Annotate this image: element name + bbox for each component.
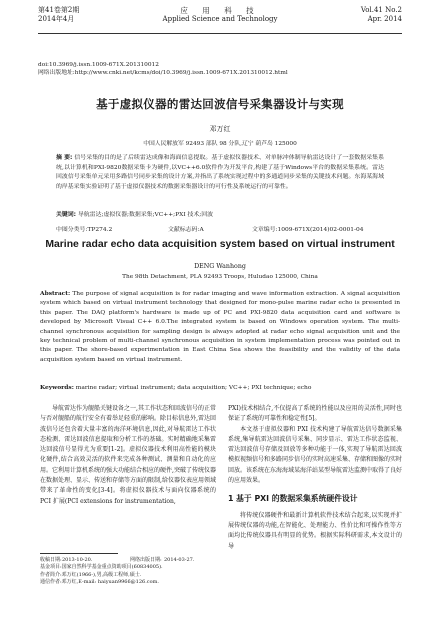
- doi-block: [38, 61, 288, 77]
- abstract-en-label: Abstract:: [40, 290, 71, 297]
- doi-line: doi:10.3969/j.issn.1009-671X.201310012: [38, 62, 159, 68]
- header-vol-issue-cn: 第41卷第2期: [38, 6, 80, 14]
- author-en: DENG Wanhong: [194, 263, 246, 270]
- footnote-bio: 作者简介:邓万红(1966-),男,高级工程师,硕士.: [40, 571, 142, 578]
- article-number: 文章编号:1009-671X(2014)02-0001-04: [252, 227, 364, 233]
- keywords-cn-label: 关键词:: [56, 212, 77, 218]
- keywords-en-label: Keywords:: [40, 384, 74, 391]
- header-right: [361, 6, 402, 24]
- abstract-en-text: The purpose of signal acquisition is for radar imaging and wave information extraction. A signal acquisition system which based on virtual instrument technology that designed for mono-pulse marine radar echo is presented in this paper. The DAQ platform's hardware is made up of PC and PXI-9820 data acquisition card and software is developed by Microsoft Visual C++ 6.0.The integrated system is based on Windows operation system. The multi-channel synchronous acquisition for sampling design is always adopted at radar echo signal acquisition unit and the key technical problem of multi-channel synchronous acquisition in system implementation process was pointed out in this paper. The shore-based experimentation in East China Sea shows the feasibility and the validity of the data acquisition system based on virtual instrument.: [40, 291, 401, 363]
- clc-number: 中图分类号:TP274.2: [56, 227, 113, 233]
- abstract-cn: [56, 154, 384, 192]
- header-rule: [38, 33, 402, 34]
- header-date-cn: 2014年4月: [38, 15, 75, 23]
- body-paragraph: PXI)技术相结合,不仅提高了系统的性能以及应用的灵活性,同时也保证了系统的可靠性和稳定性[5]。: [228, 405, 402, 423]
- keywords-en: [40, 384, 400, 391]
- online-url-link[interactable]: 网络出版地址:http://www.cnki.net/kcms/doi/10.3969/j.issn.1009-671X.201310012.html: [38, 70, 288, 76]
- footnote-block: [40, 557, 216, 587]
- running-header: [38, 4, 402, 30]
- author-cn: 邓万红: [209, 125, 231, 133]
- body-paragraph: 将传统仪器硬件和最新计算机软件技术结合起来,以实现并扩展传统仪器的功能,在智能化、处理能力、性价比和可操作性等方面均比传统仪器具有明显的优势。根据实际科研需求,本文设计的导: [228, 511, 402, 550]
- title-cn: 基于虚拟仪器的雷达回波信号采集器设计与实现: [96, 97, 344, 111]
- body-paragraph: 导航雷达作为舰船关键设备之一,其工作状态和回波信号的正常与否对舰船的航行安全有着举足轻重的影响。除目标信息外,雷达回波信号还包含着大量丰富的海洋环境信息,因此,对导航雷达工作状态检测、雷达回波信息提取和分析工作的基础。实时精确地采集雷达回波信号显得尤为重要[1-2]。虚拟仪器技术利用高性能的模块化硬件,结合高效灵活的软件来完成各种测试、测量和自动化的应用。它利用计算机系统的强大功能结合相应的硬件,突破了传统仪器在数据处理、显示、传送和存储等方面的限制,给仪器仪表应用领域带来了革命性的变化[3-4]。将虚拟仪器技术与面向仪器系统的 PCI 扩展(PCI extensions for instrumentation,: [40, 405, 216, 505]
- abstract-en: [40, 289, 400, 365]
- footnote-contact: 通信作者:邓万红,E-mail: haiyuan9966@126.com.: [40, 579, 159, 586]
- title-en: Marine radar echo data acquisition system based on virtual instrument: [45, 239, 395, 250]
- header-vol-issue-en: Vol.41 No.2: [360, 6, 402, 14]
- body-paragraph: 本文基于虚拟仪器和 PXI 技术构建了导航雷达信号数据采集系统,集导航雷达回波信号采集、同步显示、雷达工作状态监视、雷达回波信号存储及回放等多种功能于一体,实现了导航雷达回波模拟视频信号和多路同步信号的实时高速采集、存储和图像的实时回放。该系统在东海海域某海洋站某型导航雷达监测中取得了良好的应用效果。: [228, 425, 403, 485]
- affiliation-cn: 中国人民解放军 92493 部队 98 分队,辽宁 葫芦岛 125000: [143, 141, 297, 147]
- published-label: 网络出版日期:: [130, 557, 162, 563]
- footnote-rule: [40, 553, 118, 554]
- footnote-dates: [40, 557, 216, 564]
- keywords-cn-text: 导航雷达;虚拟仪器;数据采集;VC++;PXI 技术;回波: [77, 212, 214, 218]
- header-date-en: Apr. 2014: [367, 15, 402, 23]
- document-code: 文献标志码:A: [168, 227, 204, 233]
- keywords-en-text: marine radar; virtual instrument; data acquisition; VC++; PXI technique; echo: [75, 385, 312, 391]
- section-heading: 1 基于 PXI 的数据采集系统硬件设计: [228, 494, 358, 504]
- header-journal-cn: 应 用 科 技: [180, 6, 260, 15]
- received-label: 收稿日期:: [40, 557, 62, 563]
- keywords-cn: [56, 211, 384, 220]
- received-date: 2013-10-20.: [62, 557, 93, 563]
- affiliation-en: The 98th Detachment, PLA 92493 Troops, Huludao 125000, China: [122, 274, 318, 280]
- published-date: 2014-03-27.: [164, 557, 195, 563]
- header-journal-en: Applied Science and Technology: [162, 15, 278, 23]
- abstract-cn-label: 摘 要:: [56, 155, 73, 161]
- abstract-cn-text: 信号采集的目的是了后续雷达成像和海面信息提取。基于虚拟仪器技术、对单脉冲体制导航雷达设计了一套数据采集系统,以计算机和PXI-9820数据采集卡为硬件,以VC++6.0软件作为开发平台,构建了基于Windows平台的数据采集系统。雷达回波信号采集单元采用多路信号同步采集的设计方案,并指出了系统实现过程中的多通道同步采集的关键技术问题。东海某海域的岸基采集实验证明了基于虚拟仪器技术的数据采集器设计的可行性及系统运行的可靠性。: [56, 155, 385, 190]
- body-column-right: [228, 404, 402, 552]
- body-column-left: [40, 404, 216, 507]
- footnote-fund: 基金项目:国家自然科学基金重点资助项目(60834005).: [40, 564, 163, 571]
- header-center: [38, 6, 402, 24]
